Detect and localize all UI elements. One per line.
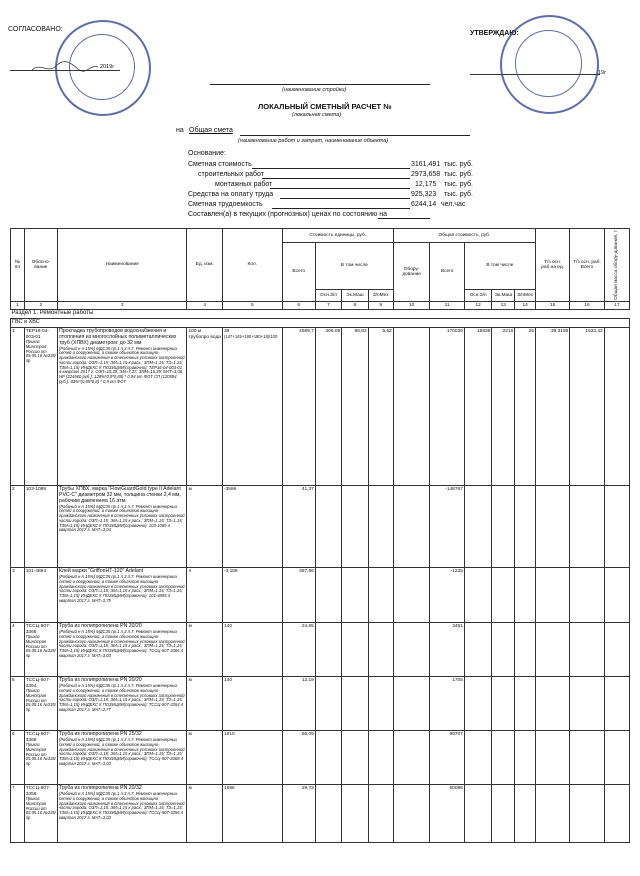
row-basis-note: Приказ Минстроя России от 05.05.16 №335/пр [25, 688, 56, 712]
col-number: 15 [535, 301, 569, 309]
table-row [11, 486, 630, 568]
row-equip [393, 785, 430, 843]
row-name [57, 677, 187, 731]
row-name-text: Труба из полипропилена PN 20/32 [58, 785, 142, 792]
row-total-text: 99707 [449, 732, 463, 738]
table-row [11, 731, 630, 785]
row-total-zp-mech [515, 731, 536, 785]
col-unit-cost: Стоимость единицы, руб. [282, 229, 393, 243]
row-name-text: Труба из полипропилена PN 20/20 [58, 623, 142, 630]
row-total [430, 731, 464, 785]
row-total [430, 486, 464, 568]
col-number: 10 [393, 301, 430, 309]
row-zp-mech [368, 677, 393, 731]
row-details: (Рабочий н-п 15%) МДС35 пр.1 п.3 п.7. Ремонт инженерных сетей и сооружений, а также объектов жилищно-гражданского назначения в стесненных условиях застроенной части города: ОЗП=1,15; ЭМ=1,15 к расх.; ЗПМ=1,15; ТЗ=1,15; ТЗМ=1,15) ИНДЕКС К ПОЗИЦИИ(справочно): 103-1089 4 квартал 2017 г. МАТ=3,04 [58, 503, 185, 533]
row-code: ТЕР16-04-003-01 [25, 329, 49, 340]
row-ek-mash [342, 328, 368, 486]
row-unit [187, 677, 223, 731]
row-ek-mash [342, 623, 368, 677]
col-number: 7 [315, 301, 341, 309]
object-name: Общая смета [189, 127, 233, 134]
row-unit-total [282, 328, 315, 486]
table-row [11, 328, 630, 486]
row-osn-zp [315, 486, 341, 568]
row-total-ek-mash [492, 623, 515, 677]
table-row [11, 623, 630, 677]
row-osn-zp [315, 623, 341, 677]
row-unit-total-text: 29,73 [301, 786, 314, 792]
row-mass [604, 785, 629, 843]
row-labor-total [570, 328, 604, 486]
col-labor-main: Т/з осн. раб.на ед. [535, 229, 569, 302]
row-total-ek-mash [492, 785, 515, 843]
row-equip [393, 677, 430, 731]
row-total-text: 170039 [446, 329, 463, 335]
row-equip [393, 623, 430, 677]
cost-line-0 [252, 168, 410, 169]
row-no [11, 568, 25, 623]
row-unit-total [282, 623, 315, 677]
row-labor-unit [535, 731, 569, 785]
row-labor-total [570, 486, 604, 568]
row-total [430, 568, 464, 623]
row-total [430, 677, 464, 731]
row-qty [223, 328, 283, 486]
row-labor-unit [535, 568, 569, 623]
agreed-year: 2019г [100, 64, 115, 70]
row-osn-zp [315, 731, 341, 785]
row-total-osn-zp-text: 15838 [477, 329, 491, 335]
row-no [11, 623, 25, 677]
row-unit-text: л [188, 569, 192, 575]
row-total-text: -148767 [445, 487, 463, 493]
row-no [11, 677, 25, 731]
row-qty-text: -3,159 [224, 569, 238, 575]
row-qty-text: -3596 [224, 487, 237, 493]
row-total-zp-mech-text: 25 [528, 329, 534, 335]
row-number: 4 [12, 624, 15, 630]
row-name [57, 568, 187, 623]
subsection-title: ГВС и ХВС [11, 319, 630, 328]
row-qty-text: 1810 [224, 732, 235, 738]
row-equip [393, 731, 430, 785]
row-unit-total [282, 486, 315, 568]
col-number: 2 [24, 301, 57, 309]
row-qty [223, 486, 283, 568]
prices-line [378, 218, 430, 219]
row-name [57, 731, 187, 785]
stamp-left [55, 20, 151, 116]
row-unit-text: м [188, 732, 192, 738]
row-mass [604, 623, 629, 677]
row-qty [223, 731, 283, 785]
row-basis [24, 328, 57, 486]
row-basis [24, 731, 57, 785]
row-unit-text: 100 м трубопро вода [188, 329, 221, 340]
row-mass [604, 677, 629, 731]
row-qty-text: 140 [224, 678, 233, 684]
row-labor-total-text: 1533,42 [585, 329, 603, 335]
row-labor-total [570, 568, 604, 623]
row-name [57, 328, 187, 486]
cost-value-0: 3161,491 [411, 161, 441, 168]
row-qty [223, 785, 283, 843]
row-mass [604, 568, 629, 623]
row-no [11, 486, 25, 568]
row-equip [393, 328, 430, 486]
cost-value-3: 925,323 [411, 191, 437, 198]
cost-label-2: монтажных работ [215, 181, 273, 188]
col-mass: Общая масса обору-дования, т [604, 229, 629, 302]
row-unit-total [282, 677, 315, 731]
row-number: 5 [12, 678, 15, 684]
row-details: (Рабочий н-п 15%) МДС35 пр.1 п.3 п.7. Ремонт инженерных сетей и сооружений, а также объектов жилищно-гражданского назначения в стесненных условиях застроенной части города: ОЗП=1,15; ЭМ=1,15 к расх.; ЗПМ=1,15; ТЗ=1,15; ТЗМ=1,15) ИНДЕКС К ПОЗИЦИИ(справочно): 101-4894 4 квартал 2017 г. МАТ=3,75 [58, 574, 185, 603]
row-unit [187, 568, 223, 623]
table-row [11, 785, 630, 843]
cost-label-4: Сметная трудоемкость [188, 201, 263, 208]
row-ek-mash [342, 486, 368, 568]
row-no [11, 731, 25, 785]
row-basis [24, 677, 57, 731]
prices-label: Составлен(а) в текущих (прогнозных) ценах по состоянию на [188, 211, 388, 218]
agreed-label: СОГЛАСОВАНО: [8, 26, 63, 33]
row-number: 2 [12, 487, 15, 493]
col-number: 3 [57, 301, 187, 309]
col-total-ek-mash: Эк.Маш [492, 289, 515, 301]
row-number: 7 [12, 786, 15, 792]
row-labor-total [570, 677, 604, 731]
row-total [430, 623, 464, 677]
col-ek-mash: Эк.Маш [342, 289, 368, 301]
row-zp-mech [368, 486, 393, 568]
cost-value-2: 12,175 [415, 181, 437, 188]
cost-value-1: 2973,658 [411, 171, 441, 178]
row-mass [604, 486, 629, 568]
row-zp-mech-text: 5,52 [382, 329, 392, 335]
row-ek-mash [342, 731, 368, 785]
row-mass [604, 328, 629, 486]
row-total-zp-mech [515, 677, 536, 731]
cost-unit-3: тыс. руб. [444, 191, 473, 198]
cost-unit-0: тыс. руб. [444, 161, 473, 168]
construction-caption: (наименование стройки) [282, 87, 347, 93]
col-number: 17 [604, 301, 629, 309]
row-total-text: 50098 [449, 786, 463, 792]
row-unit-text: м [188, 624, 192, 630]
cost-unit-4: чел.час [441, 201, 466, 208]
row-total-osn-zp [464, 568, 492, 623]
row-total-osn-zp [464, 731, 492, 785]
row-unit-text: м [188, 786, 192, 792]
row-osn-zp [315, 328, 341, 486]
document-subtitle: (локальная смета) [292, 112, 342, 118]
col-zp-mech: З/пМех [368, 289, 393, 301]
row-unit-total-text: 24,65 [301, 624, 314, 630]
row-total-zp-mech [515, 568, 536, 623]
row-code: ТССЦ-507-3356 [25, 786, 51, 797]
row-code: ТССЦ-507-3368 [25, 732, 51, 743]
row-total-osn-zp [464, 623, 492, 677]
row-code: 101-4894 [25, 569, 47, 575]
row-basis-note: Приказ Минстроя России от 05.05.16 №335/пр [25, 634, 56, 658]
row-osn-zp [315, 677, 341, 731]
row-code: ТССЦ-507-3354 [25, 678, 51, 689]
row-total-ek-mash [492, 731, 515, 785]
col-number: 13 [492, 301, 515, 309]
row-unit-text: м [188, 487, 192, 493]
row-basis-note: Приказ Минстроя России от 05.05.16 №335/пр [25, 742, 56, 766]
cost-line-4 [272, 208, 410, 209]
row-unit-total-text: 55,09 [301, 732, 314, 738]
col-number: 14 [515, 301, 536, 309]
row-unit-total-text: 12,19 [301, 678, 314, 684]
row-unit-total [282, 785, 315, 843]
object-line [240, 135, 470, 136]
cost-line-1 [262, 178, 410, 179]
row-details: (Рабочий н-п 15%) МДС35 пр.1 п.3 п.7. Ремонт инженерных сетей и сооружений, а также объектов жилищно-гражданского назначения в стесненных условиях застроенной части города: ОЗП=1,15; ЭМ=1,15 к расх.; ЗПМ=1,15; ТЗ=1,15; ТЗМ=1,15) ИНДЕКС К ПОЗИЦИИ(справочно): ТССЦ-507-3356 4 квартал 2017 г. МАТ=3,03 [58, 791, 185, 820]
row-zp-mech [368, 568, 393, 623]
col-number: 5 [223, 301, 283, 309]
row-unit [187, 328, 223, 486]
col-number: 16 [570, 301, 604, 309]
row-total-zp-mech [515, 785, 536, 843]
row-name-text: Труба из полипропилена PN 25/32 [58, 731, 142, 738]
row-name-text: Прокладка трубопроводов водоснабжения и отопления из многослойных полиметаллических труб (ХПВХ) диаметром: до 32 мм [58, 328, 177, 346]
col-number: 11 [430, 301, 464, 309]
approved-year: 19г [598, 70, 607, 76]
row-no [11, 328, 25, 486]
estimate-table [10, 228, 630, 843]
row-equip [393, 568, 430, 623]
row-total-text: 3451 [452, 624, 463, 630]
row-unit-total [282, 568, 315, 623]
col-total-osn-zp: Осн.З/п [464, 289, 492, 301]
col-no: № пп [11, 229, 25, 302]
basis-label: Основание: [188, 150, 226, 157]
column-number-row [11, 301, 630, 309]
row-name [57, 486, 187, 568]
cost-unit-2: тыс. руб. [444, 181, 473, 188]
row-labor-unit-text: 39,3185 [550, 329, 569, 335]
construction-name-line [210, 84, 430, 85]
row-details: (Рабочий н-п 15%) МДС35 пр.1 п.3 п.7. Ремонт инженерных сетей и сооружений, а также объектов жилищно-гражданского назначения в стесненных условиях застроенной части города: ОЗП=1,15; ЭМ=1,15 к расх.; ЗПМ=1,15; ТЗ=1,15; ТЗМ=1,15) ИНДЕКС К ПОЗИЦИИ(справочно): ТССЦ-507-3354 4 квартал 2017 г. МАТ=2,77 [58, 683, 185, 712]
row-zp-mech [368, 785, 393, 843]
row-unit-total [282, 731, 315, 785]
row-zp-mech [368, 731, 393, 785]
table-row [11, 568, 630, 623]
col-total-total: Всего [430, 243, 464, 302]
row-qty [223, 568, 283, 623]
col-unit-total: Всего [282, 243, 315, 302]
col-qty: Кол. [223, 229, 283, 302]
row-qty-text: 1686 [224, 786, 235, 792]
cost-line-2 [270, 188, 410, 189]
row-mass [604, 731, 629, 785]
row-basis [24, 785, 57, 843]
row-labor-unit [535, 623, 569, 677]
stamp-right [500, 15, 599, 114]
row-code: ТССЦ-507-3366 [25, 624, 51, 635]
row-total-ek-mash [492, 568, 515, 623]
row-total-osn-zp [464, 677, 492, 731]
cost-line-3 [280, 198, 410, 199]
row-ek-mash [342, 568, 368, 623]
row-basis [24, 486, 57, 568]
table-row [11, 677, 630, 731]
row-number: 1 [12, 329, 15, 335]
row-total-osn-zp [464, 486, 492, 568]
row-qty-note: (147+145+180+180+18)/100 [224, 333, 278, 339]
cost-unit-1: тыс. руб. [444, 171, 473, 178]
row-labor-total [570, 785, 604, 843]
row-unit-total-text: 4569,7 [299, 329, 314, 335]
col-number: 4 [187, 301, 223, 309]
row-unit [187, 731, 223, 785]
row-name-text: Труба из полипропилена PN 20/20 [58, 677, 142, 684]
row-basis [24, 568, 57, 623]
col-total-zp-mech: З/пМех [515, 289, 536, 301]
row-labor-unit [535, 328, 569, 486]
row-total-osn-zp [464, 328, 492, 486]
row-basis [24, 623, 57, 677]
cost-label-3: Средства на оплату труда [188, 191, 274, 198]
row-total-zp-mech [515, 328, 536, 486]
row-number: 3 [12, 569, 15, 575]
col-number: 6 [282, 301, 315, 309]
col-total-cost: Общая стоимость, руб. [393, 229, 535, 243]
row-qty [223, 677, 283, 731]
row-ek-mash [342, 785, 368, 843]
row-qty-text: 39 [224, 329, 230, 335]
row-labor-total [570, 731, 604, 785]
row-ek-mash [342, 677, 368, 731]
col-basis: Обосно-вание [24, 229, 57, 302]
cost-value-4: 6244,14 [411, 201, 437, 208]
approved-label: УТВЕРЖДАЮ: [470, 30, 519, 37]
row-qty-text: 140 [224, 624, 233, 630]
col-number: 12 [464, 301, 492, 309]
row-number: 6 [12, 732, 15, 738]
row-unit-total-text: 387,86 [299, 569, 314, 575]
row-code: 103-1089 [25, 487, 47, 493]
row-labor-unit [535, 785, 569, 843]
row-details: (Рабочий н-п 15%) МДС35 пр.1 п.3 п.7. Ремонт инженерных сетей и сооружений, а также объектов жилищно-гражданского назначения в стесненных условиях застроенной части города: ОЗП=1,15; ЭМ=1,15 к расх.; ЗПМ=1,15; ТЗ=1,15; ТЗМ=1,15) ИНДЕКС К ПОЗИЦИИ(справочно): ТЕР16-04-003-01 4 квартал 2017 г. ОЗП=15,39; ЭМ=7,37; ЗПМ=15,39; МАТ=3,06 НР (224560 руб.): 128%*0,9*0,85) * 0,94 от ФОТ СП (120594 руб.): 83%*(0,85*0,8) * 0,9 от ФОТ [58, 345, 185, 384]
on-label: на [176, 127, 184, 134]
object-caption: (наименование работ и затрат, наименование объекта) [238, 138, 389, 144]
row-no [11, 785, 25, 843]
row-total [430, 785, 464, 843]
row-total-text: 1705 [452, 678, 463, 684]
row-zp-mech [368, 623, 393, 677]
row-osn-zp-text: 406,09 [325, 329, 341, 335]
col-equip: Обору-дование [393, 243, 430, 302]
row-equip [393, 486, 430, 568]
row-qty [223, 623, 283, 677]
col-number: 8 [342, 301, 368, 309]
col-osn-zp: Осн.З/п [315, 289, 341, 301]
row-details: (Рабочий н-п 15%) МДС35 пр.1 п.3 п.7. Ремонт инженерных сетей и сооружений, а также объектов жилищно-гражданского назначения в стесненных условиях застроенной части города: ОЗП=1,15; ЭМ=1,15 к расх.; ЗПМ=1,15; ТЗ=1,15; ТЗМ=1,15) ИНДЕКС К ПОЗИЦИИ(справочно): ТССЦ-507-3368 4 квартал 2017 г. МАТ=3,03 [58, 737, 185, 766]
col-labor-main-total: Т/з осн. раб. Всего [570, 229, 604, 302]
row-total [430, 328, 464, 486]
col-total-incl: В том числе [464, 243, 535, 290]
row-total-ek-mash-text: 2216 [502, 329, 514, 335]
row-basis-note: Приказ Минстроя России от 05.05.16 №335/пр [25, 339, 56, 363]
row-name-text: Клей марки "GriffonHT-120" Adelant [58, 568, 144, 575]
row-osn-zp [315, 785, 341, 843]
row-osn-zp [315, 568, 341, 623]
row-total-text: -1225 [450, 569, 463, 575]
row-labor-unit [535, 486, 569, 568]
row-details: (Рабочий н-п 15%) МДС35 пр.1 п.3 п.7. Ремонт инженерных сетей и сооружений, а также объектов жилищно-гражданского назначения в стесненных условиях застроенной части города: ОЗП=1,15; ЭМ=1,15 к расх.; ЗПМ=1,15; ТЗ=1,15; ТЗМ=1,15) ИНДЕКС К ПОЗИЦИИ(справочно): ТССЦ-507-3366 4 квартал 2017 г. МАТ=3,03 [58, 629, 185, 658]
row-total-osn-zp [464, 785, 492, 843]
row-labor-total [570, 623, 604, 677]
row-basis-note: Приказ Минстроя России от 05.05.16 №335/пр [25, 796, 56, 820]
row-name [57, 785, 187, 843]
cost-label-1: строительных работ [198, 171, 265, 178]
row-unit [187, 785, 223, 843]
row-unit [187, 623, 223, 677]
row-unit-total-text: 41,37 [301, 487, 314, 493]
cost-label-0: Сметная стоимость [188, 161, 252, 168]
row-total-ek-mash [492, 486, 515, 568]
row-total-zp-mech [515, 486, 536, 568]
row-name [57, 623, 187, 677]
col-unit-incl: В том числе [315, 243, 393, 290]
section-title: Раздел 1. Ремонтные работы [11, 310, 630, 319]
row-unit-text: м [188, 678, 192, 684]
document-title: ЛОКАЛЬНЫЙ СМЕТНЫЙ РАСЧЕТ № [258, 102, 392, 111]
row-total-ek-mash [492, 677, 515, 731]
row-total-zp-mech [515, 623, 536, 677]
row-name-text: Трубы ХПВХ, марка "FlowGuardGold type II Adelant PVC-C" диаметром 32 мм, толщина стенки 2,4 мм, рабочим давлением 16 атм. [58, 486, 181, 504]
row-zp-mech [368, 328, 393, 486]
col-unit: Ед. изм. [187, 229, 223, 302]
row-total-ek-mash [492, 328, 515, 486]
col-name: Наименование [57, 229, 187, 302]
col-number: 9 [368, 301, 393, 309]
col-number: 1 [11, 301, 25, 309]
row-ek-mash-text: 86,82 [354, 329, 367, 335]
row-labor-unit [535, 677, 569, 731]
row-unit [187, 486, 223, 568]
